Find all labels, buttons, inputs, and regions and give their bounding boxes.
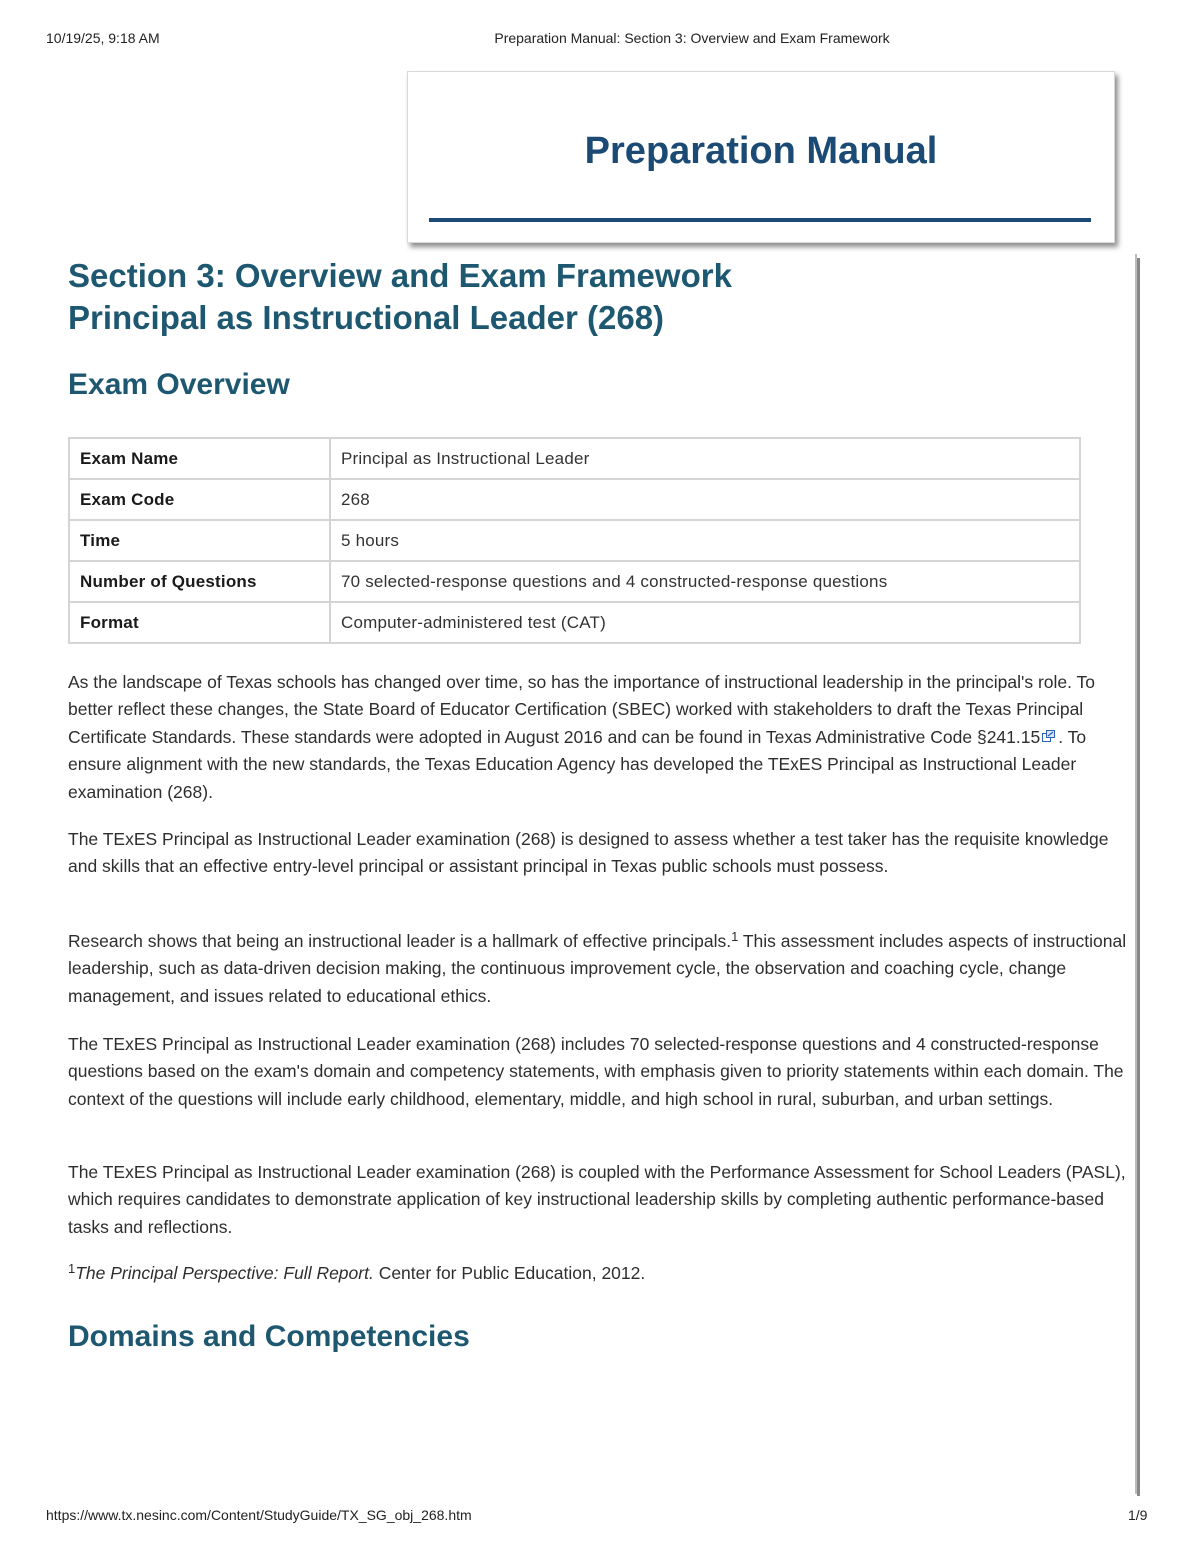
section-subtitle-line: Principal as Instructional Leader (268) [68,299,665,336]
exam-overview-table [68,437,1081,644]
table-row [69,520,1080,561]
footnote-ref: 1 [731,929,739,944]
row-value: Computer-administered test (CAT) [330,602,1080,643]
paragraph-text: As the landscape of Texas schools has changed over time, so has the importance of instructional leadership in the principal's role. To better reflect these changes, the State Board of Educator Certification (SBEC) worked with stakeholders to draft the Texas Principal Certificate Standards. These standards were adopted in August 2016 and can be found in [68,672,1096,747]
row-value: 268 [330,479,1080,520]
footnote-marker: 1 [68,1261,76,1276]
research-paragraph [68,928,1136,1010]
footnote-title: The Principal Perspective: Full Report. [75,1263,374,1283]
print-datetime: 10/19/25, 9:18 AM [46,30,160,46]
external-link-icon[interactable] [1042,730,1055,742]
table-row [69,602,1080,643]
preparation-manual-banner [407,71,1115,243]
question-format-paragraph: The TExES Principal as Instructional Leader examination (268) includes 70 selected-response questions and 4 constructed-response questions based on the exam's domain and competency statements, with emphasis given to priority statements within each domain. The context of the questions will include early childhood, elementary, middle, and high school in rural, suburban, and urban settings. [68,1034,1124,1109]
footnote [68,1260,1136,1287]
row-label: Exam Code [69,479,330,520]
banner-title: Preparation Manual [584,130,938,172]
paragraph-text: . To ensure alignment with the new standards, the Texas Education Agency has developed the TExES Principal as Instructional Leader examination (268). [68,726,1087,802]
print-page-title: Preparation Manual: Section 3: Overview and Exam Framework [494,30,890,46]
row-value: 5 hours [330,520,1080,561]
table-row [69,561,1080,602]
table-row [69,479,1080,520]
row-value: 70 selected-response questions and 4 constructed-response questions [330,561,1080,602]
print-url: https://www.tx.nesinc.com/Content/StudyGuide/TX_SG_obj_268.htm [46,1507,472,1523]
link-text[interactable]: Texas Administrative Code §241.15 [765,726,1041,747]
section-title-line: Section 3: Overview and Exam Framework [68,257,732,294]
domains-heading: Domains and Competencies [68,1320,470,1353]
footnote-source: Center for Public Education, 2012. [373,1263,646,1283]
intro-paragraph [68,669,1136,806]
row-label: Time [69,520,330,561]
assessment-purpose-paragraph: The TExES Principal as Instructional Leader examination (268) is designed to assess whether a test taker has the requisite knowledge and skills that an effective entry-level principal or assistant principal in Texas public schools must possess. [68,829,1109,877]
exam-overview-heading: Exam Overview [68,368,290,401]
tac-241-15-link[interactable] [766,727,1058,747]
row-label: Format [69,602,330,643]
row-label: Exam Name [69,438,330,479]
paragraph-text: This assessment includes aspects of instructional leadership, such as data-driven decision making, the continuous improvement cycle, the observation and coaching cycle, change management, and issues related to educational ethics. [68,931,1127,1006]
pasl-paragraph: The TExES Principal as Instructional Leader examination (268) is coupled with the Performance Assessment for School Leaders (PASL), which requires candidates to demonstrate application of key instructional leadership skills by completing authentic performance-based tasks and reflections. [68,1162,1126,1237]
table-row [69,438,1080,479]
section-title [68,255,732,339]
print-page-number: 1/9 [1128,1507,1148,1523]
row-label: Number of Questions [69,561,330,602]
row-value: Principal as Instructional Leader [330,438,1080,479]
content-frame-shadow [1137,258,1140,1496]
banner-divider [429,218,1091,222]
paragraph-text: Research shows that being an instructional leader is a hallmark of effective principals. [68,931,732,951]
